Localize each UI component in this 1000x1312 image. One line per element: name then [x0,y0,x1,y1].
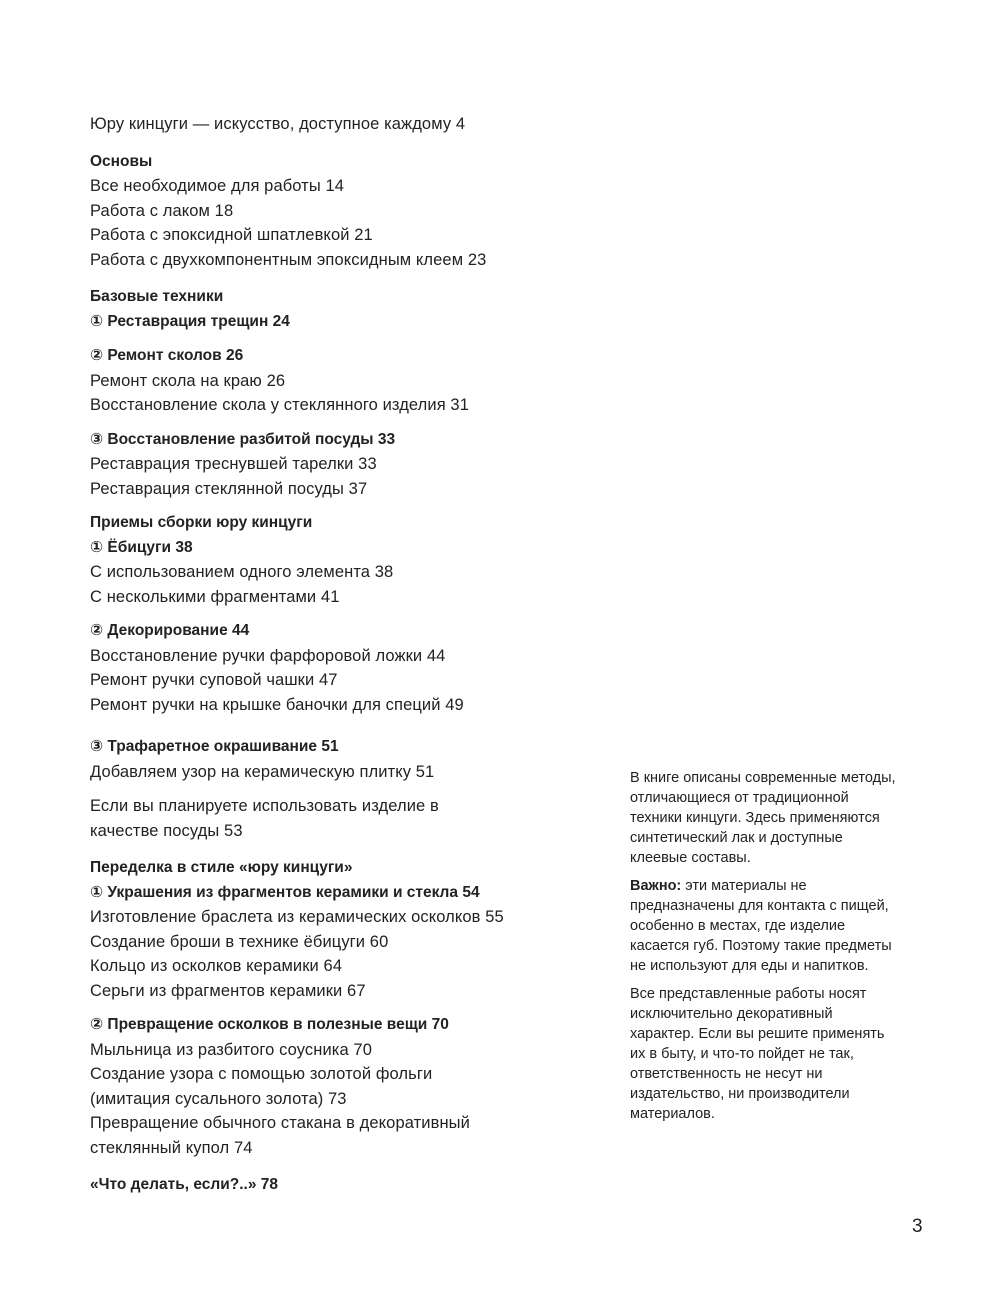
page-number: 3 [912,1216,923,1237]
toc-item: Изготовление браслета из керамических осколков 55 [90,908,504,926]
important-label: Важно: [630,878,682,894]
subsection-title: ③ Трафаретное окрашивание 51 [90,738,339,755]
section-heading-remake: Переделка в стиле «юру кинцуги» [90,859,353,876]
toc-item: Восстановление ручки фарфоровой ложки 44 [90,646,446,665]
section-heading-basics: Основы [90,152,153,170]
note-paragraph: В книге описаны современные методы, отличающиеся от традиционной техники кинцуги. Здесь применяются синтетический лак и доступные клеевые составы. [630,770,896,866]
toc-item: С несколькими фрагментами 41 [90,587,340,606]
subsection-title: ② Декорирование 44 [90,622,250,639]
subsection-title: ③ Восстановление разбитой посуды 33 [90,430,396,448]
toc-item: Реставрация стеклянной посуды 37 [90,479,368,498]
toc-item: Работа с лаком 18 [90,201,234,220]
toc-item-tableware: Если вы планируете использовать изделие в качестве посуды 53 [90,797,439,840]
toc-item: Ремонт ручки суповой чашки 47 [90,671,338,689]
note-paragraph: Все представленные работы носят исключительно декоративный характер. Если вы решите применять их в быту, и что-то пойдет не так, ответственность не несут ни издательство, ни производители материалов. [630,986,885,1122]
toc-item: Создание броши в технике ёбицуги 60 [90,932,389,951]
toc-item: Ремонт ручки на крышке баночки для специй 49 [90,695,464,714]
subsection-title: ② Превращение осколков в полезные вещи 70 [90,1016,449,1033]
note-paragraph-important [630,876,900,976]
side-note [630,768,900,1132]
toc-item: Создание узора с помощью золотой фольги (имитация сусального золота) 73 [90,1065,433,1108]
toc-item: Ремонт скола на краю 26 [90,371,286,390]
subsection-title: ① Реставрация трещин 24 [90,312,290,330]
toc-item: Добавляем узор на керамическую плитку 51 [90,762,435,781]
section-heading-techniques: Базовые техники [90,288,224,305]
subsection-title: ① Ёбицуги 38 [90,538,193,556]
table-of-contents [90,112,630,1198]
toc-item: Кольцо из осколков керамики 64 [90,957,343,975]
subsection-title: ① Украшения из фрагментов керамики и стекла 54 [90,883,480,901]
subsection-title: ② Ремонт сколов 26 [90,347,244,364]
toc-item: Превращение обычного стакана в декоративный стеклянный купол 74 [90,1114,470,1157]
toc-item: Все необходимое для работы 14 [90,177,345,195]
toc-item: Серьги из фрагментов керамики 67 [90,981,366,1000]
toc-item: Мыльница из разбитого соусника 70 [90,1040,372,1059]
toc-intro: Юру кинцуги — искусство, доступное каждому 4 [90,115,466,133]
toc-item: Работа с эпоксидной шпатлевкой 21 [90,226,373,244]
toc-item: С использованием одного элемента 38 [90,563,394,581]
important-text: эти материалы не предназначены для контакта с пищей, особенно в местах, где изделие касается губ. Поэтому такие предметы не используют для еды и напитков. [630,878,892,974]
toc-item: Восстановление скола у стеклянного изделия 31 [90,396,469,414]
toc-faq: «Что делать, если?..» 78 [90,1176,278,1193]
section-heading-assembly: Приемы сборки юру кинцуги [90,514,313,531]
toc-item: Реставрация треснувшей тарелки 33 [90,455,377,473]
toc-item: Работа с двухкомпонентным эпоксидным клеем 23 [90,250,487,269]
